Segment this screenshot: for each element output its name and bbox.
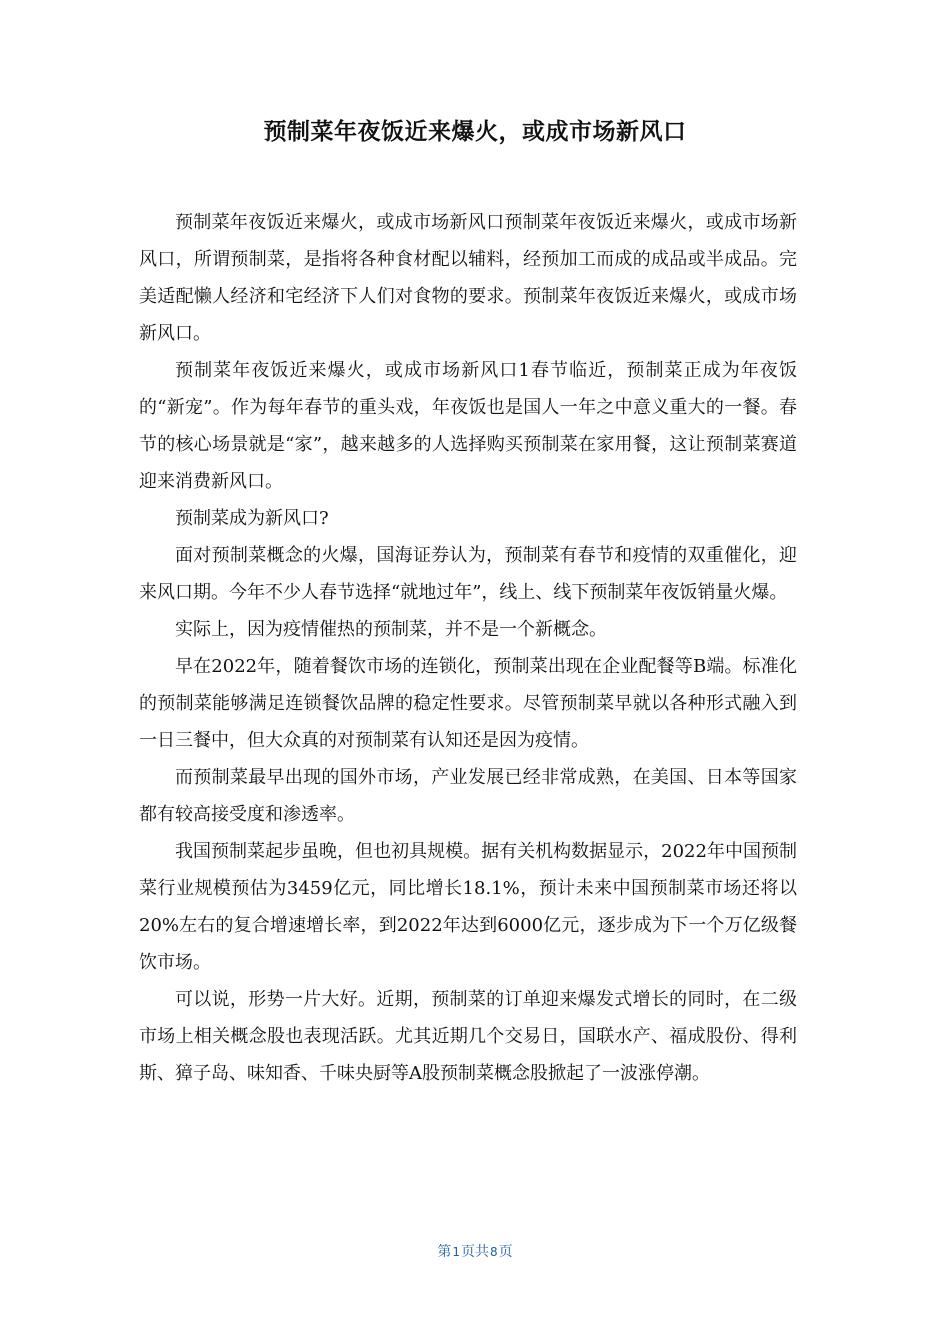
footer-suffix: 页 [498,1244,513,1260]
paragraph: 而预制菜最早出现的国外市场，产业发展已经非常成熟，在美国、日本等国家都有较高接受度和渗透率。 [139,767,797,825]
paragraph: 实际上，因为疫情催热的预制菜，并不是一个新概念。 [175,619,607,640]
document-body [139,204,797,1092]
paragraph: 可以说，形势一片大好。近期，预制菜的订单迎来爆发式增长的同时，在二级市场上相关概念股也表现活跃。尤其近期几个交易日，国联水产、福成股份、得利斯、獐子岛、味知香、千味央厨等A股预制菜概念股掀起了一波涨停潮。 [139,989,797,1084]
document-title: 预制菜年夜饭近来爆火，或成市场新风口 [263,119,687,145]
paragraph: 早在2022年，随着餐饮市场的连锁化，预制菜出现在企业配餐等B端。标准化的预制菜能够满足连锁餐饮品牌的稳定性要求。尽管预制菜早就以各种形式融入到一日三餐中，但大众真的对预制菜有认知还是因为疫情。 [139,656,797,751]
footer-middle: 页共 [461,1244,489,1260]
total-pages-number: 8 [490,1245,498,1259]
paragraph: 预制菜成为新风口? [175,508,329,529]
page-footer [0,1242,950,1262]
footer-prefix: 第 [437,1244,452,1260]
paragraph: 面对预制菜概念的火爆，国海证券认为，预制菜有春节和疫情的双重催化，迎来风口期。今年不少人春节选择“就地过年”，线上、线下预制菜年夜饭销量火爆。 [139,545,797,603]
paragraph: 我国预制菜起步虽晚，但也初具规模。据有关机构数据显示，2022年中国预制菜行业规模预估为3459亿元，同比增长18.1%，预计未来中国预制菜市场还将以20%左右的复合增速增长率，到2022年达到6000亿元，逐步成为下一个万亿级餐饮市场。 [139,841,797,973]
paragraph: 预制菜年夜饭近来爆火，或成市场新风口1春节临近，预制菜正成为年夜饭的“新宠”。作为每年春节的重头戏，年夜饭也是国人一年之中意义重大的一餐。春节的核心场景就是“家”，越来越多的人选择购买预制菜在家用餐，这让预制菜赛道迎来消费新风口。 [139,360,797,492]
current-page-number: 1 [452,1245,460,1259]
paragraph: 预制菜年夜饭近来爆火，或成市场新风口预制菜年夜饭近来爆火，或成市场新风口，所谓预制菜，是指将各种食材配以辅料，经预加工而成的成品或半成品。完美适配懒人经济和宅经济下人们对食物的要求。预制菜年夜饭近来爆火，或成市场新风口。 [139,212,797,344]
